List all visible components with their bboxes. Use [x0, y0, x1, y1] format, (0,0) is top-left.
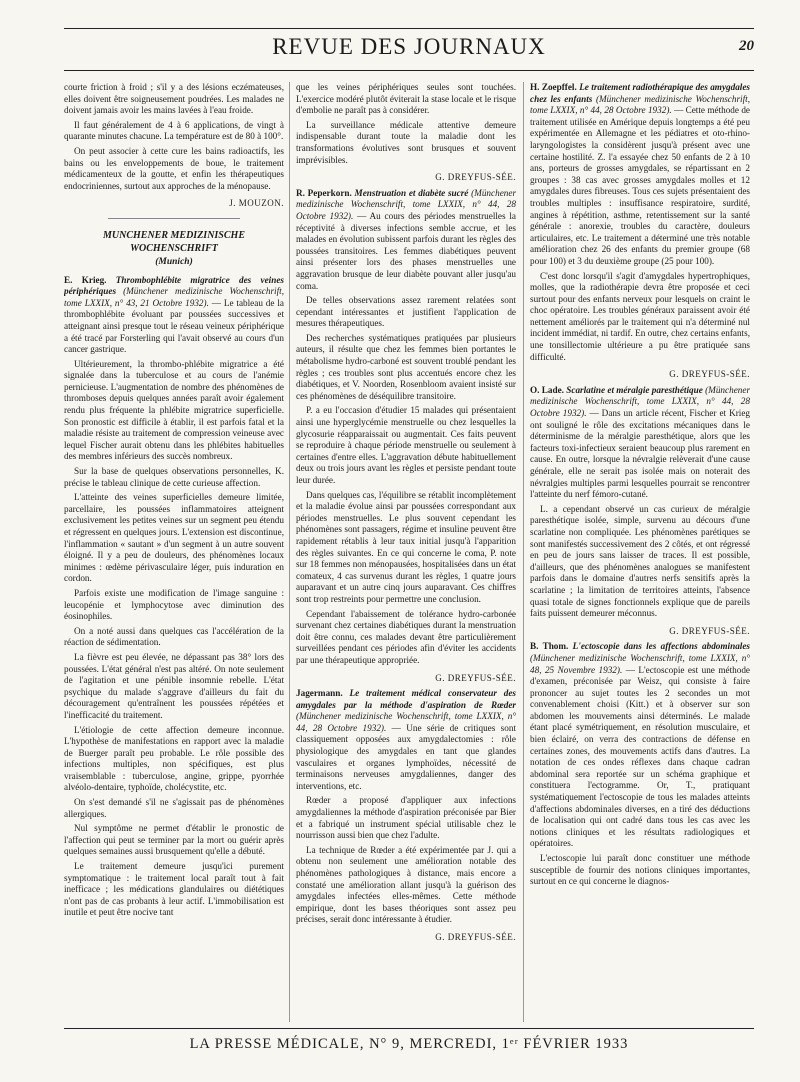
paragraph: La fièvre est peu élevée, ne dépassant pas 38° lors des poussées. L'état général n'est pas altéré. On note seulement de l'agitation et une pénible insomnie rebelle. L'état psychique du malade s'aggrave d'ailleurs du fait du découragement qu'entraînent les poussées répétées et l'inefficacité du traitement. — [64, 651, 284, 720]
paragraph: courte friction à froid ; s'il y a des lésions eczémateuses, elles doivent être soigneusement poudrées. Les malades ne doivent jamais avoir les mains lavées à l'eau froide. — [64, 82, 284, 116]
article-title: Menstruation et diabète sucré — [354, 187, 469, 198]
journal-section-title: MUNCHENER MEDIZINISCHE WOCHENSCHRIFT — [103, 229, 245, 254]
column-right — [530, 82, 750, 1022]
article-title: Scarlatine et méralgie paresthétique — [566, 384, 703, 395]
author-signature: G. DREYFUS-SÉE. — [435, 672, 516, 683]
article-heading — [64, 275, 284, 356]
section-divider — [108, 218, 240, 219]
paragraph: — Au cours des périodes menstruelles la réceptivité à diverses infections semble accrue, et les malades en évolution subissent parfois durant les règles des poussées transitoires. Les femmes diabétiques peuvent ainsi présenter lors des phases menstruelles une aggravation brusque de leur diabète pouvant aller jusqu'au coma. — [296, 210, 516, 291]
column-left — [64, 82, 284, 1022]
paragraph: C'est donc lorsqu'il s'agit d'amygdales hypertrophiques, molles, que la radiothérapie devra être proposée et ceci surtout pour des enfants nerveux pour lesquels on craint le choc opératoire. Les troubles généraux paraissent avoir été nettement améliorés par le traitement qui n'a déterminé nul incident immédiat, ni tardif. En outre, chez certains enfants, une tonsillectomie ultérieure a pu être pratiquée sans difficulté. — [530, 270, 750, 362]
article-author: R. Peperkorn. — [296, 187, 352, 198]
paragraph: Rœder a proposé d'appliquer aux infections amygdaliennes la méthode d'aspiration préconisée par Bier et a fabriqué un instrument spécial utilisable chez le nourrisson aussi bien que chez l'adulte. — [296, 795, 516, 841]
paragraph: Sur la base de quelques observations personnelles, K. précise le tableau clinique de cette curieuse affection. — [64, 466, 284, 488]
paragraph: On a noté aussi dans quelques cas l'accélération de la réaction de sédimentation. — [64, 625, 284, 648]
article-title: Le traitement médical conservateur des amygdales par la méthode d'aspiration de Rœder — [296, 688, 516, 710]
paragraph: Ultérieurement, la thrombo-phlébite migratrice a été signalée dans la tuberculose et au cours de l'anémie pernicieuse. L'augmentation de nombre des phénomènes de thromboses depuis quelques années paraît avoir également rendu plus fréquente la phlébite migratrice superficielle. Son pronostic est difficile à établir, il est parfois fatal et la maladie résiste au traitement de compression veineuse avec lequel Fischer aurait obtenu dans les phlébites habituelles des membres inférieurs des succès nombreux. — [64, 358, 284, 462]
author-signature: G. DREYFUS-SÉE. — [435, 931, 516, 942]
paragraph: L'ectoscopie lui paraît donc constituer une méthode susceptible de fournir des notions cliniques importantes, surtout en ce qui concerne le diagnos- — [530, 853, 750, 887]
paragraph: Il faut généralement de 4 à 6 applications, de vingt à quarante minutes chacune. La température est de 80 à 100°. — [64, 119, 284, 142]
paragraph: que les veines périphériques seules sont touchées. L'exercice modéré plutôt éviterait la stase locale et le risque d'embolie ne paraît pas à considérer. — [296, 82, 516, 116]
paragraph: — Le tableau de la thrombophlébite évoluant par poussées successives et atteignant ainsi presque tout le réseau veineux périphérique a été tracé par Forsterling qui l'avait observé au cours d'un cancer gastrique. — [64, 297, 284, 355]
paragraph: L'atteinte des veines superficielles demeure limitée, parcellaire, les poussées inflammatoires atteignent exclusivement les petites veines sur un segment peu étendu et régressent en quelques jours. L'extension est discontinue, l'inflammation « sautant » d'un segment à un autre souvent éloigné. Il y a peu de douleurs, des phénomènes locaux minimes : œdème périvasculaire léger, puis induration en cordon. — [64, 492, 284, 584]
paragraph: La surveillance médicale attentive demeure indispensable durant toute la maladie dont les transformations évolutives sont brusques et souvent imprévisibles. — [296, 119, 516, 165]
article-heading — [530, 641, 750, 850]
page-footer: LA PRESSE MÉDICALE, N° 9, MERCREDI, 1ᵉʳ FÉVRIER 1933 — [189, 1036, 629, 1052]
article-title: Thrombophlébite migratrice des veines périphériques — [64, 274, 284, 297]
paragraph: Le traitement demeure jusqu'ici purement symptomatique : le traitement local paraît tout à fait inefficace ; les médications glandulaires ou diététiques n'ont pas de cas probants à leur actif. L'immobilisation est inutile et peut être nocive tant — [64, 861, 284, 918]
paragraph: — Cette méthode de traitement utilisée en Amérique depuis longtemps a été peu expérimentée en Allemagne et les pédiatres et oto-rhino-laryngologistes la considèrent jusqu'à présent avec une certaine hostilité. Z. l'a essayée chez 50 enfants de 2 à 10 ans, porteurs de grosses amygdales, se répartissant en 2 groupes : 38 cas avec grosses amygdales molles et 12 amygdales dures fibreuses. Tous ces sujets présentaient des troubles multiples : insuffisance respiratoire, surdité, angines à répétition, asthme, retentissement sur la santé générale : anorexie, troubles du caractère, douleurs articulaires, etc. Le traitement a déterminé une très notable amélioration chez 26 des enfants du premier groupe (68 pour 100) et 3 du deuxième groupe (25 pour 100). — [530, 105, 750, 266]
column-middle — [296, 82, 516, 1022]
page-number: 20 — [739, 38, 754, 54]
article-source: (Münchener medizinische Wochenschrift, tome LXXIX, n° 43, 21 Octobre 1932). — [64, 286, 284, 308]
paragraph: Parfois existe une modification de l'image sanguine : leucopénie et lymphocytose avec diminution des éosinophiles. — [64, 587, 284, 622]
article-title: L'ectoscopie dans les affections abdominales — [572, 641, 750, 652]
footer-rule — [64, 1028, 754, 1029]
paragraph: De telles observations assez rarement relatées sont cependant intéressantes et justifient l'application de mesures thérapeutiques. — [296, 295, 516, 329]
article-author: B. Thom. — [530, 641, 569, 652]
article-heading — [296, 188, 516, 292]
paragraph: — Une série de critiques sont classiquement opposées aux amygdalectomies : rôle physiologique des amygdales en tant que glandes vasculaires et organes lymphoïdes, nécessité de terminaisons nerveuses amygdaliennes, danger des interventions, etc. — [296, 722, 516, 791]
journal-section-subtitle: (Munich) — [155, 256, 193, 267]
paragraph: Dans quelques cas, l'équilibre se rétablit incomplètement et la maladie évolue ainsi par poussées correspondant aux périodes menstruelles. Le plus souvent cependant les phénomènes sont passagers, régime et insuline peuvent être rapidement rétablis à leur taux initial jusqu'à l'apparition des règles suivantes. En ce qui concerne le coma, P. note sur 18 femmes non ménopausées, hospitalisées dans un état comateux, 4 cas survenus durant les règles, 1 quatre jours auparavant et un autre cinq jours auparavant. Ces chiffres sont trop restreints pour permettre une conclusion. — [296, 489, 516, 604]
paragraph: — Dans un article récent, Fischer et Krieg ont souligné le rôle des excitations mécaniques dans le déterminisme de la méralgie paresthétique, alors que les facteurs toxi-infectieux seraient beaucoup plus rarement en cause. En outre, lorsque la névralgie relèverait d'une cause générale, elle ne serait pas isolée mais on noterait des névralgies multiples parmi lesquelles pourrait se rencontrer l'atteinte du nerf fémoro-cutané. — [530, 408, 750, 500]
article-source: (Münchener medizinische Wochenschrift, tome LXXIX, n° 44, 28 Octobre 1932). — [296, 711, 516, 733]
article-author: E. Krieg. — [64, 274, 107, 285]
article-author: H. Zoepffel. — [530, 82, 577, 92]
paragraph: Cependant l'abaissement de tolérance hydro-carbonée survenant chez certaines diabétiques durant la menstruation doit être connu, ces malades devant être particulièrement surveillées pendant ces périodes afin d'éviter les accidents par une thérapeutique appropriée. — [296, 608, 516, 665]
article-source: (Münchener medizinische Wochenschrift, tome LXXIX, n° 44, 28 Octobre 1932). — [530, 384, 750, 419]
paragraph: L'étiologie de cette affection demeure inconnue. L'hypothèse de manifestations en rapport avec la maladie de Buerger paraît peu probable. Le rôle possible des infections multiples, non spécifiques, est plus vraisemblable : tuberculose, angine, grippe, pyorrhée alvéolo-dentaire, typhoïde, cholécystite, etc. — [64, 724, 284, 793]
author-signature: G. DREYFUS-SÉE. — [435, 172, 516, 183]
paragraph: Des recherches systématiques pratiquées par plusieurs auteurs, il résulte que chez les femmes bien portantes le métabolisme hydro-carboné est souvent troublé pendant les règles ; ces troubles sont plus accentués encore chez les diabétiques, et V. Noorden, Rosenbloom avaient insisté sur ces phénomènes de déséquilibre transitoire. — [296, 332, 516, 401]
article-source: (Münchener medizinische Wochenschrift, tome LXXIX, n° 44, 28 Octobre 1932). — [530, 93, 750, 116]
column-divider — [523, 82, 524, 1022]
paragraph: Nul symptôme ne permet d'établir le pronostic de l'affection qui peut se terminer par la mort ou guérir après quelques semaines aussi brusquement qu'elle a débuté. — [64, 823, 284, 857]
column-divider — [289, 82, 290, 1022]
running-title: REVUE DES JOURNAUX — [272, 34, 546, 59]
article-author: O. Lade. — [530, 384, 564, 395]
paragraph: La technique de Rœder a été expérimentée par J. qui a obtenu non seulement une amélioration notable des phénomènes pathologiques à distance, mais encore a constaté une amélioration allant jusqu'à la guérison des amygdales infectées elles-mêmes. Cette méthode empirique, dont les bases théoriques sont assez peu précises, serait donc intéressante à étudier. — [296, 844, 516, 925]
article-author: Jagermann. — [296, 688, 343, 699]
author-signature: G. DREYFUS-SÉE. — [669, 625, 750, 636]
header-bottom-rule — [64, 70, 754, 71]
article-heading — [530, 82, 750, 268]
paragraph: L. a cependant observé un cas curieux de méralgie paresthétique isolée, simple, survenu au décours d'une scarlatine non compliquée. Les phénomènes parétiques se sont manifestés successivement des 2 côtés, et ont régressé en peu de jours sans laisser de traces. Il est possible, d'ailleurs, que des phénomènes analogues se manifestent parfois dans le domaine d'autres nerfs sensitifs après la scarlatine ; la limitation de territoires atteints, l'absence quasi totale de signes fonctionnels explique que de pareils faits puissent demeurer méconnus. — [530, 503, 750, 619]
paragraph: — L'ectoscopie est une méthode d'examen, préconisée par Weisz, qui consiste à faire prononcer au sujet toutes les 2 secondes un mot convenablement choisi (Kitt.) et à observer sur son abdomen les mouvements ainsi déterminés. Le malade étant placé symétriquement, en résolution musculaire, et bien éclairé, on verra des contractions de défense en certaines zones, des mouvements actifs dans d'autres. La notation de ces ondes réflexes dans chaque cadran abdominal sera reportée sur un schéma graphique et constituera l'ectogramme. Or, T., pratiquant systématiquement l'ectoscopie de tous les malades atteints d'affections abdominales diverses, en a tiré des déductions de localisation qui ont cadré dans tous les cas avec les notions cliniques et les résultats radiologiques et opératoires. — [530, 664, 750, 849]
paragraph: On s'est demandé s'il ne s'agissait pas de phénomènes allergiques. — [64, 797, 284, 819]
author-signature: J. MOUZON. — [229, 198, 284, 209]
paragraph: P. a eu l'occasion d'étudier 15 malades qui présentaient ainsi une hyperglycémie menstruelle ou chez lesquelles la glycosurie réapparaissait ou augmentait. Ces faits peuvent se reproduire à chaque période menstruelle ou seulement à certaines d'entre elles. L'aggravation débute habituellement deux ou trois jours avant les règles et persiste pendant toute leur durée. — [296, 405, 516, 485]
paragraph: On peut associer à cette cure les bains radioactifs, les bains ou les enveloppements de boue, le traitement médicamenteux de la goutte, et enfin les thérapeutiques endocriniennes, surtout aux approches de la ménopause. — [64, 145, 284, 191]
header-top-rule — [64, 28, 754, 29]
page-header — [64, 34, 754, 66]
author-signature: G. DREYFUS-SÉE. — [669, 369, 750, 380]
article-heading — [296, 688, 516, 792]
article-heading — [530, 385, 750, 501]
article-source: (Münchener medizinische Wochenschrift, tome LXXIX, n° 44, 28 Octobre 1932). — [296, 187, 516, 221]
article-title: Le traitement radiothérapique des amygdales chez les enfants — [530, 82, 750, 104]
article-source: (Münchener medizinische Wochenschrift, tome LXXIX, n° 48, 25 Novembre 1932). — [530, 652, 750, 675]
